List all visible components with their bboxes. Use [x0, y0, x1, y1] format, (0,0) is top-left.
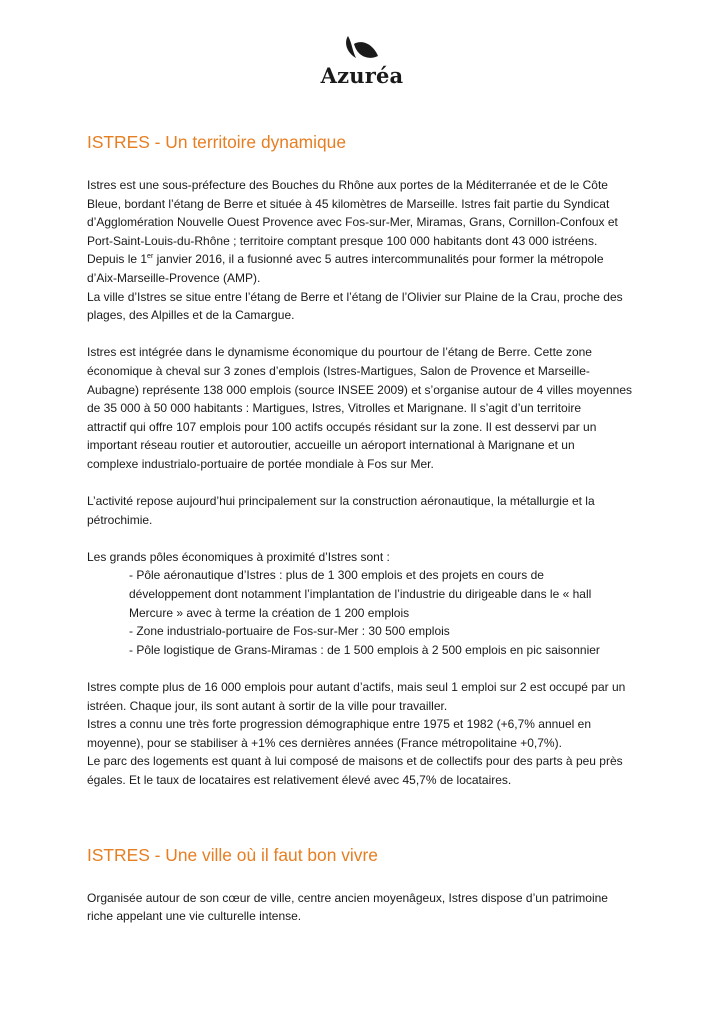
text-line: Istres a connu une très forte progression démographique entre 1975 et 1982 (+6,7% annuel en [87, 717, 592, 732]
paragraph-patrimoine [87, 889, 637, 926]
text-line: de 35 000 à 50 000 habitants : Martigues, Istres, Vitrolles et Marignane. Il s’agit d’un territoire [87, 401, 582, 416]
text-fragment: janvier 2016, il a fusionné avec 5 autres intercommunalités pour former la métropole [153, 252, 604, 267]
poles-list [129, 566, 637, 659]
text-line: moyenne), pour se stabiliser à +1% ces dernières années (France métropolitaine +0,7%). [87, 735, 562, 750]
text-line: L’activité repose aujourd’hui principalement sur la construction aéronautique, la métallurgie et la [87, 494, 595, 509]
text-line: pétrochimie. [87, 512, 153, 527]
superscript: er [147, 253, 154, 261]
text-line: d’Agglomération Nouvelle Ouest Provence avec Fos-sur-Mer, Miramas, Grans, Cornillon-Confoux et [87, 215, 618, 230]
paragraph-presentation [87, 176, 637, 325]
section-title-bon-vivre: ISTRES - Une ville où il faut bon vivre [87, 844, 378, 865]
text-line: Port-Saint-Louis-du-Rhône ; territoire comptant presque 100 000 habitants dont 43 000 istréens. [87, 233, 598, 248]
paragraph-emplois [87, 678, 637, 790]
list-intro: Les grands pôles économiques à proximité d’Istres sont : [87, 549, 390, 564]
list-item-continuation: Mercure » avec à terme la création de 1 200 emplois [129, 605, 410, 620]
text-line: Organisée autour de son cœur de ville, centre ancien moyenâgeux, Istres dispose d’un patrimoine [87, 890, 608, 905]
brand-name: Azuréa [320, 63, 404, 88]
text-line: Istres est une sous-préfecture des Bouches du Rhône aux portes de la Méditerranée et de le Côte [87, 178, 608, 192]
text-line: riche appelant une vie culturelle intense. [87, 909, 302, 924]
paragraph-economie [87, 343, 637, 473]
text-line: Le parc des logements est quant à lui composé de maisons et de collectifs pour des parts à peu près [87, 754, 623, 769]
list-item: - Pôle aéronautique d’Istres : plus de 1 300 emplois et des projets en cours de [129, 568, 544, 583]
list-item: - Zone industrialo-portuaire de Fos-sur-Mer : 30 500 emplois [129, 624, 450, 639]
text-line: complexe industrialo-portuaire de portée mondiale à Fos sur Mer. [87, 456, 434, 471]
text-line: attractif qui offre 107 emplois pour 100 actifs occupés résidant sur la zone. Il est desservi par un [87, 419, 597, 434]
text-line: plages, des Alpilles et de la Camargue. [87, 308, 295, 323]
paragraph-activite [87, 492, 637, 529]
text-line: istréen. Chaque jour, ils sont autant à sortir de la ville pour travailler. [87, 698, 448, 713]
text-line: économique à cheval sur 3 zones d’emplois (Istres-Martigues, Salon de Provence et Marseille- [87, 363, 590, 378]
text-line: La ville d’Istres se situe entre l’étang de Berre et l’étang de l’Olivier sur Plaine de la Crau, proche des [87, 289, 623, 304]
brand-logo [0, 34, 724, 88]
text-line: Istres est intégrée dans le dynamisme économique du pourtour de l’étang de Berre. Cette zone [87, 345, 592, 360]
leaf-icon [342, 34, 382, 62]
text-fragment: Depuis le 1 [87, 252, 148, 267]
list-item: - Pôle logistique de Grans-Miramas : de 1 500 emplois à 2 500 emplois en pic saisonnier [129, 642, 600, 657]
text-line: important réseau routier et autoroutier, accueille un aéroport international à Marignane et un [87, 438, 575, 453]
list-item-continuation: développement dont notamment l’implantation de l’industrie du dirigeable dans le « hall [129, 587, 592, 602]
paragraph-poles [87, 548, 637, 660]
text-line: Bleue, bordant l’étang de Berre et située à 45 kilomètres de Marseille. Istres fait partie du Syndicat [87, 196, 610, 211]
document-body [87, 130, 637, 926]
text-line: Aubagne) représente 138 000 emplois (source INSEE 2009) et s’organise autour de 4 villes moyennes [87, 382, 632, 397]
text-line [87, 250, 637, 269]
text-line: d’Aix-Marseille-Provence (AMP). [87, 270, 261, 285]
text-line: Istres compte plus de 16 000 emplois pour autant d’actifs, mais seul 1 emploi sur 2 est occupé par un [87, 680, 626, 695]
text-line: égales. Et le taux de locataires est relativement élevé avec 45,7% de locataires. [87, 773, 512, 787]
section-title-territoire: ISTRES - Un territoire dynamique [87, 132, 347, 152]
